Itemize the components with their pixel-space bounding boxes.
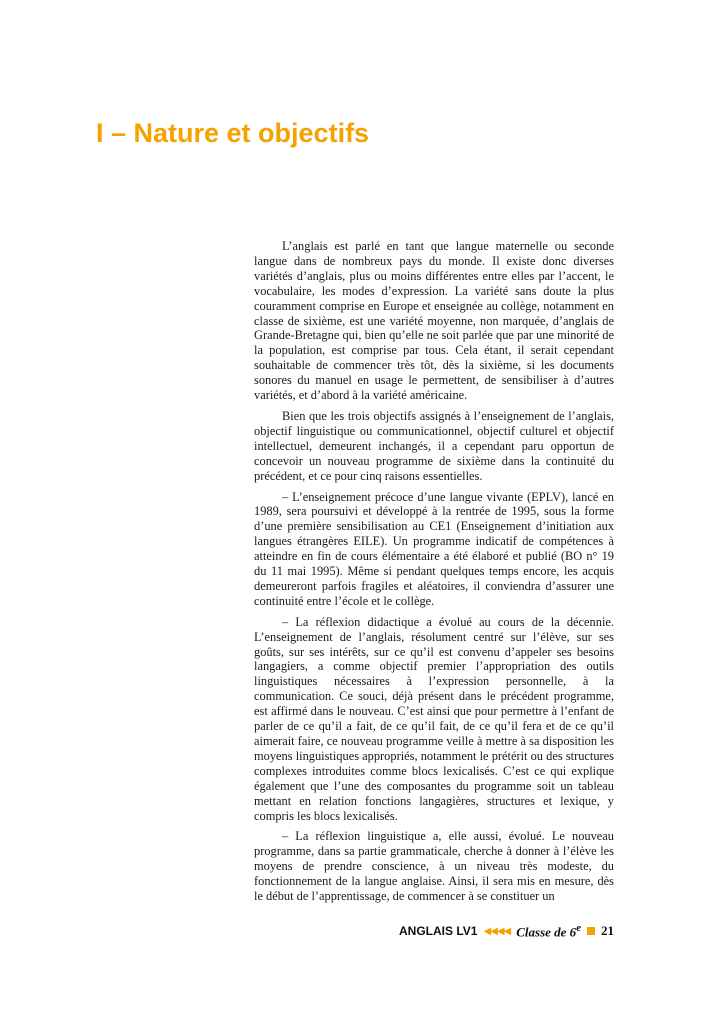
paragraph: Bien que les trois objectifs assignés à l’enseignement de l’anglais, objectif linguistique ou communicationnel, objectif culturel et objectif intellectuel, demeurent inchangés, il a cependant paru opportun de concevoir un nouveau programme de sixième dans la continuité du précédent, et ce pour cinq raisons essentielles. [254, 408, 614, 483]
paragraph: L’anglais est parlé en tant que langue maternelle ou seconde langue dans de nombreux pays du monde. Il existe donc diverses variétés d’anglais, plus ou moins différentes entre elles par l’accent, le vocabulaire, les modes d’expression. La variété sans doute la plus couramment comprise en Europe et enseignée au collège, notamment en classe de sixième, est une variété moyenne, non marquée, d’anglais de Grande-Bretagne qui, bien qu’elle ne soit parlée que par une minorité de la population, est comprise par tous. Cela étant, il serait cependant souhaitable de commencer très tôt, dès la sixième, si les documents sonores du manuel en usage le permettent, de sensibiliser à d’autres variétés, et d’abord à la variété américaine. [254, 239, 614, 403]
page-number: 21 [601, 923, 614, 939]
paragraph: – La réflexion didactique a évolué au cours de la décennie. L’enseignement de l’anglais, résolument centré sur l’élève, sur ses goûts, sur ses intérêts, sur ce qu’il est convenu d’appeler ses besoins langagiers, a comme objectif premier l’appropriation des outils linguistiques nécessaires à l’expression personnelle, à la communication. Ce souci, déjà présent dans le précédent programme, est affirmé dans le nouveau. C’est ainsi que pour permettre à l’enfant de parler de ce qu’il a fait, de ce qu’il fait, de ce qu’il fera et de ce qu’il aimerait faire, ce nouveau programme veille à mettre à sa disposition les moyens linguistiques appropriés, notamment le prétérit ou des structures complexes introduites comme blocs lexicalisés. C’est ce qui explique également que l’une des composantes du programme soit un tableau mettant en relation fonctions langagières, structures et lexique, y compris les blocs lexicalisés. [254, 614, 614, 823]
body-text [254, 239, 614, 910]
footer-level-text: Classe de 6 [516, 924, 577, 940]
footer-level [516, 922, 581, 940]
arrows-icon: ◀◀◀◀ [483, 925, 511, 937]
paragraph: – La réflexion linguistique a, elle aussi, évolué. Le nouveau programme, dans sa partie grammaticale, cherche à donner à l’élève les moyens de prendre conscience, à un niveau très modeste, du fonctionnement de la langue anglaise. Ainsi, il sera mis en mesure, dès le début de l’apprentissage, de commencer à se constituer un [254, 829, 614, 904]
footer-subject: ANGLAIS LV1 [399, 924, 478, 939]
page-footer [399, 922, 614, 940]
page-title: I – Nature et objectifs [96, 118, 370, 148]
footer-level-sup: e [576, 922, 581, 934]
paragraph: – L’enseignement précoce d’une langue vivante (EPLV), lancé en 1989, sera poursuivi et développé à la rentrée de 1995, sous la forme d’une première sensibilisation au CE1 (Enseignement d’initiation aux langues étrangères EILE). Un programme indicatif de compétences à atteindre en fin de cours élémentaire a été élaboré et publié (BO n° 19 du 11 mai 1995). Même si pendant quelques temps encore, les acquis demeureront parfois fragiles et aléatoires, il conviendra d’assurer une continuité entre l’école et le collège. [254, 489, 614, 608]
square-icon [587, 927, 595, 935]
